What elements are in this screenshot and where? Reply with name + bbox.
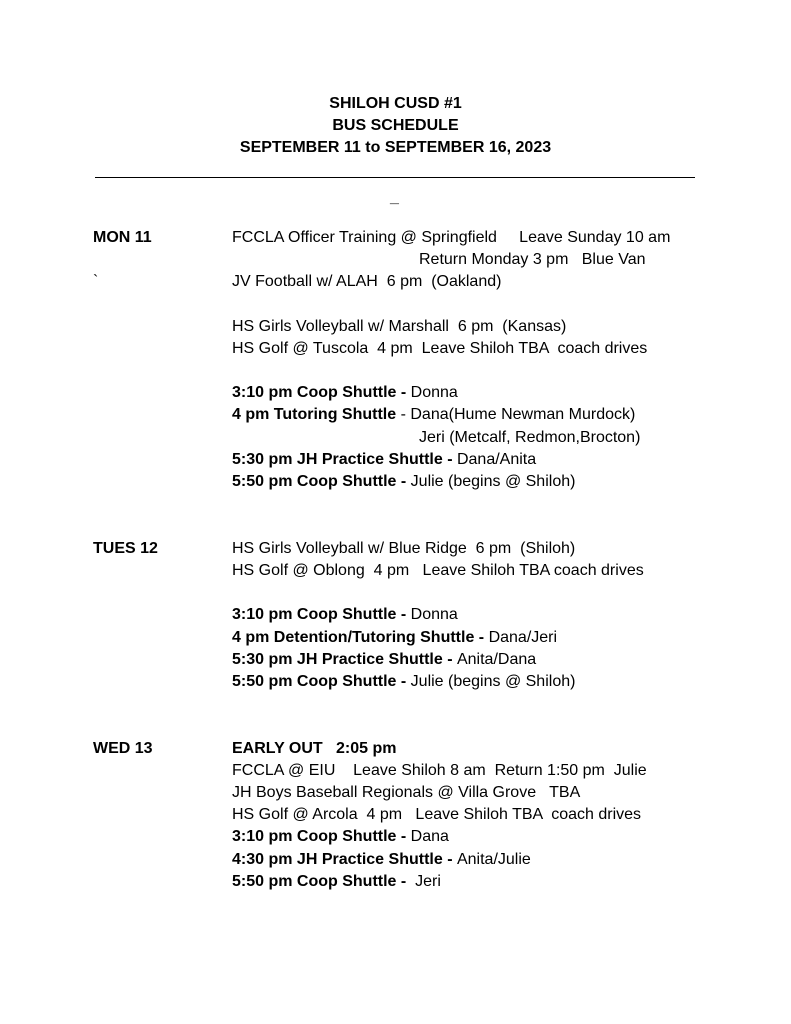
tue-shuttle-1: 3:10 pm Coop Shuttle - Donna <box>232 606 458 623</box>
day-label-mon: MON 11 <box>93 229 152 246</box>
wed-line-2: JH Boys Baseball Regionals @ Villa Grove TBA <box>232 784 581 801</box>
mon-shuttle-2: 4 pm Tutoring Shuttle - Dana(Hume Newman Murdock) <box>232 406 636 423</box>
mon-line-2: Return Monday 3 pm Blue Van <box>419 251 646 268</box>
wed-line-3: HS Golf @ Arcola 4 pm Leave Shiloh TBA coach drives <box>232 806 642 823</box>
tue-line-2: HS Golf @ Oblong 4 pm Leave Shiloh TBA coach drives <box>232 562 644 579</box>
doc-title: BUS SCHEDULE <box>332 117 459 134</box>
tue-shuttle-2: 4 pm Detention/Tutoring Shuttle - Dana/Jeri <box>232 629 558 646</box>
tue-shuttle-3: 5:30 pm JH Practice Shuttle - Anita/Dana <box>232 651 537 668</box>
wed-shuttle-1: 3:10 pm Coop Shuttle - Dana <box>232 828 449 845</box>
wed-early-out: EARLY OUT 2:05 pm <box>232 740 397 757</box>
mon-shuttle-2-cont: Jeri (Metcalf, Redmon,Brocton) <box>419 429 641 446</box>
date-range: SEPTEMBER 11 to SEPTEMBER 16, 2023 <box>239 139 552 156</box>
mon-line-5: HS Golf @ Tuscola 4 pm Leave Shiloh TBA coach drives <box>232 340 648 357</box>
mon-shuttle-3: 5:30 pm JH Practice Shuttle - Dana/Anita <box>232 451 537 468</box>
mon-line-1: FCCLA Officer Training @ Springfield Leave Sunday 10 am <box>232 229 671 246</box>
mon-line-3: JV Football w/ ALAH 6 pm (Oakland) <box>232 273 502 290</box>
day-label-tue: TUES 12 <box>93 540 158 557</box>
mon-line-4: HS Girls Volleyball w/ Marshall 6 pm (Kansas) <box>232 318 567 335</box>
tue-line-1: HS Girls Volleyball w/ Blue Ridge 6 pm (Shiloh) <box>232 540 576 557</box>
wed-shuttle-3: 5:50 pm Coop Shuttle - Jeri <box>232 873 441 890</box>
day-label-wed: WED 13 <box>93 740 153 757</box>
tue-shuttle-4: 5:50 pm Coop Shuttle - Julie (begins @ Shiloh) <box>232 673 576 690</box>
header-dash: _ <box>390 189 399 206</box>
wed-line-1: FCCLA @ EIU Leave Shiloh 8 am Return 1:50 pm Julie <box>232 762 647 779</box>
org-title: SHILOH CUSD #1 <box>329 95 462 112</box>
header-rule <box>95 177 695 178</box>
wed-shuttle-2: 4:30 pm JH Practice Shuttle - Anita/Julie <box>232 851 531 868</box>
mon-shuttle-1: 3:10 pm Coop Shuttle - Donna <box>232 384 458 401</box>
mon-shuttle-4: 5:50 pm Coop Shuttle - Julie (begins @ Shiloh) <box>232 473 576 490</box>
stray-mark: ` <box>93 273 99 290</box>
